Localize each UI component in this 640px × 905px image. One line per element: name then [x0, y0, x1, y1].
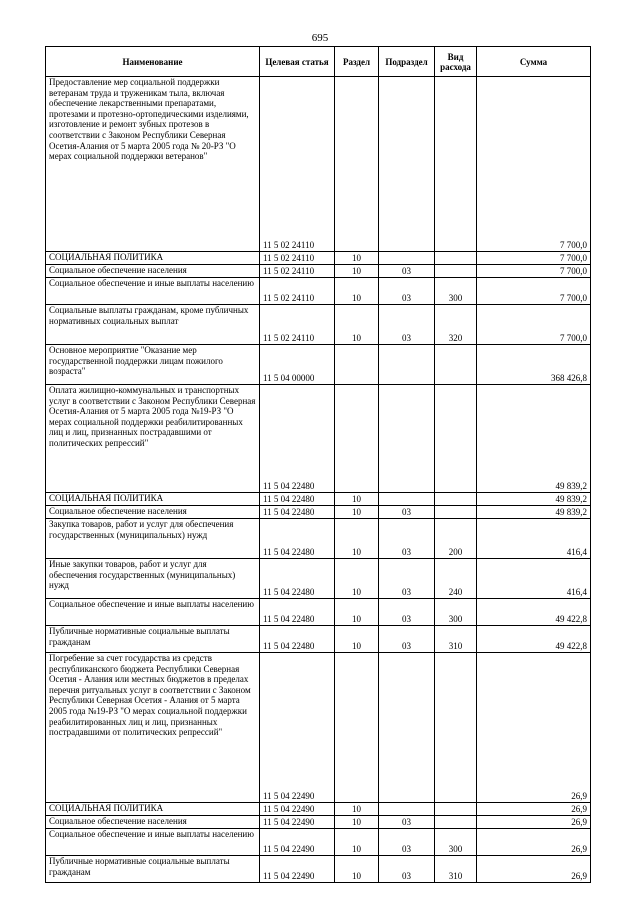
section-cell	[335, 77, 379, 252]
type-cell	[435, 653, 477, 803]
sum-cell: 7 700,0	[477, 265, 591, 278]
sum-cell: 49 839,2	[477, 506, 591, 519]
section-cell: 10	[335, 305, 379, 345]
table-row	[46, 265, 591, 278]
sum-cell: 26,9	[477, 829, 591, 856]
section-cell: 10	[335, 626, 379, 653]
name-cell: СОЦИАЛЬНАЯ ПОЛИТИКА	[46, 803, 260, 816]
type-cell	[435, 77, 477, 252]
subsection-cell	[379, 653, 435, 803]
code-cell: 11 5 02 24110	[260, 305, 335, 345]
name-cell: Социальные выплаты гражданам, кроме публичных нормативных социальных выплат	[46, 305, 260, 345]
budget-table	[45, 46, 591, 883]
type-cell	[435, 493, 477, 506]
sum-cell: 26,9	[477, 856, 591, 883]
table-row	[46, 626, 591, 653]
type-cell: 310	[435, 626, 477, 653]
code-cell: 11 5 02 24110	[260, 278, 335, 305]
table-row	[46, 829, 591, 856]
subsection-cell	[379, 345, 435, 385]
code-cell: 11 5 04 22480	[260, 506, 335, 519]
sum-cell: 49 839,2	[477, 493, 591, 506]
section-cell: 10	[335, 816, 379, 829]
code-cell: 11 5 04 22480	[260, 519, 335, 559]
table-row	[46, 599, 591, 626]
section-cell: 10	[335, 559, 379, 599]
code-cell: 11 5 04 22480	[260, 599, 335, 626]
name-cell: Социальное обеспечение населения	[46, 265, 260, 278]
subsection-cell	[379, 385, 435, 493]
sum-cell: 7 700,0	[477, 278, 591, 305]
subsection-cell: 03	[379, 559, 435, 599]
name-cell: Социальное обеспечение населения	[46, 816, 260, 829]
subsection-cell: 03	[379, 829, 435, 856]
header-subsection: Подраздел	[379, 47, 435, 77]
code-cell: 11 5 04 22490	[260, 816, 335, 829]
code-cell: 11 5 02 24110	[260, 265, 335, 278]
sum-cell: 7 700,0	[477, 305, 591, 345]
section-cell: 10	[335, 519, 379, 559]
sum-cell: 49 422,8	[477, 599, 591, 626]
type-cell: 300	[435, 829, 477, 856]
code-cell: 11 5 04 22490	[260, 856, 335, 883]
name-cell: Публичные нормативные социальные выплаты гражданам	[46, 626, 260, 653]
table-row	[46, 559, 591, 599]
type-cell	[435, 816, 477, 829]
sum-cell: 7 700,0	[477, 252, 591, 265]
name-cell: Предоставление мер социальной поддержки ветеранам труда и труженикам тыла, включая обеспечение лекарственными препаратами, протезами и протезно-ортопедическими изделиями, изготовление и ремонт зубных протезов в соответствии с Законом Республики Северная Осетия-Алания от 5 марта 2005 года № 20-РЗ "О мерах социальной поддержки ветеранов"	[46, 77, 260, 252]
name-cell: Социальное обеспечение и иные выплаты населению	[46, 829, 260, 856]
code-cell: 11 5 02 24110	[260, 252, 335, 265]
type-cell	[435, 265, 477, 278]
table-row	[46, 816, 591, 829]
sum-cell: 49 422,8	[477, 626, 591, 653]
subsection-cell	[379, 493, 435, 506]
subsection-cell: 03	[379, 506, 435, 519]
type-cell	[435, 506, 477, 519]
header-section: Раздел	[335, 47, 379, 77]
type-cell: 300	[435, 278, 477, 305]
code-cell: 11 5 04 22490	[260, 829, 335, 856]
type-cell: 310	[435, 856, 477, 883]
subsection-cell: 03	[379, 599, 435, 626]
subsection-cell: 03	[379, 816, 435, 829]
subsection-cell: 03	[379, 856, 435, 883]
section-cell: 10	[335, 493, 379, 506]
table-row	[46, 519, 591, 559]
subsection-cell: 03	[379, 626, 435, 653]
section-cell	[335, 385, 379, 493]
table-row	[46, 77, 591, 252]
type-cell: 300	[435, 599, 477, 626]
section-cell: 10	[335, 599, 379, 626]
type-cell	[435, 803, 477, 816]
subsection-cell	[379, 252, 435, 265]
subsection-cell: 03	[379, 278, 435, 305]
code-cell: 11 5 04 22480	[260, 493, 335, 506]
header-code: Целевая статья	[260, 47, 335, 77]
table-row	[46, 803, 591, 816]
name-cell: Основное мероприятие "Оказание мер государственной поддержки лицам пожилого возраста"	[46, 345, 260, 385]
subsection-cell: 03	[379, 305, 435, 345]
code-cell: 11 5 04 22490	[260, 653, 335, 803]
section-cell: 10	[335, 829, 379, 856]
code-cell: 11 5 04 22480	[260, 385, 335, 493]
type-cell	[435, 252, 477, 265]
subsection-cell: 03	[379, 519, 435, 559]
sum-cell: 26,9	[477, 803, 591, 816]
sum-cell: 368 426,8	[477, 345, 591, 385]
section-cell: 10	[335, 265, 379, 278]
section-cell	[335, 345, 379, 385]
table-body	[46, 77, 591, 883]
type-cell: 320	[435, 305, 477, 345]
type-cell: 200	[435, 519, 477, 559]
section-cell: 10	[335, 252, 379, 265]
section-cell: 10	[335, 856, 379, 883]
header-row	[46, 47, 591, 77]
code-cell: 11 5 04 22480	[260, 559, 335, 599]
table-row	[46, 305, 591, 345]
name-cell: Погребение за счет государства из средств республиканского бюджета Республики Северная Осетия - Алания или местных бюджетов в пределах перечня ритуальных услуг в соответствии с Законом Республики Северная Осетия - Алания от 5 марта 2005 года №19-РЗ "О мерах социальной поддержки реабилитированных лиц и лиц, признанных пострадавшими от политических репрессий"	[46, 653, 260, 803]
section-cell: 10	[335, 803, 379, 816]
code-cell: 11 5 04 22480	[260, 626, 335, 653]
header-sum: Сумма	[477, 47, 591, 77]
table-row	[46, 653, 591, 803]
table-row	[46, 345, 591, 385]
table-row	[46, 856, 591, 883]
sum-cell: 26,9	[477, 816, 591, 829]
subsection-cell: 03	[379, 265, 435, 278]
section-cell	[335, 653, 379, 803]
type-cell: 240	[435, 559, 477, 599]
sum-cell: 7 700,0	[477, 77, 591, 252]
name-cell: СОЦИАЛЬНАЯ ПОЛИТИКА	[46, 493, 260, 506]
sum-cell: 416,4	[477, 559, 591, 599]
page-number: 695	[311, 32, 329, 44]
code-cell: 11 5 02 24110	[260, 77, 335, 252]
name-cell: СОЦИАЛЬНАЯ ПОЛИТИКА	[46, 252, 260, 265]
name-cell: Социальное обеспечение населения	[46, 506, 260, 519]
type-cell	[435, 385, 477, 493]
name-cell: Оплата жилищно-коммунальных и транспортных услуг в соответствии с Законом Республики Северная Осетия-Алания от 5 марта 2005 года №19-РЗ "О мерах социальной поддержки реабилитированных лиц и лиц, признанных пострадавшими от политических репрессий"	[46, 385, 260, 493]
name-cell: Социальное обеспечение и иные выплаты населению	[46, 278, 260, 305]
table-row	[46, 506, 591, 519]
code-cell: 11 5 04 22490	[260, 803, 335, 816]
header-type: Вид расхода	[435, 47, 477, 77]
table-row	[46, 278, 591, 305]
sum-cell: 26,9	[477, 653, 591, 803]
section-cell: 10	[335, 506, 379, 519]
section-cell: 10	[335, 278, 379, 305]
sum-cell: 49 839,2	[477, 385, 591, 493]
name-cell: Закупка товаров, работ и услуг для обеспечения государственных (муниципальных) нужд	[46, 519, 260, 559]
subsection-cell	[379, 77, 435, 252]
table-row	[46, 252, 591, 265]
header-name: Наименование	[46, 47, 260, 77]
type-cell	[435, 345, 477, 385]
sum-cell: 416,4	[477, 519, 591, 559]
code-cell: 11 5 04 00000	[260, 345, 335, 385]
subsection-cell	[379, 803, 435, 816]
name-cell: Иные закупки товаров, работ и услуг для обеспечения государственных (муниципальных) нужд	[46, 559, 260, 599]
name-cell: Публичные нормативные социальные выплаты гражданам	[46, 856, 260, 883]
table-row	[46, 493, 591, 506]
table-row	[46, 385, 591, 493]
name-cell: Социальное обеспечение и иные выплаты населению	[46, 599, 260, 626]
